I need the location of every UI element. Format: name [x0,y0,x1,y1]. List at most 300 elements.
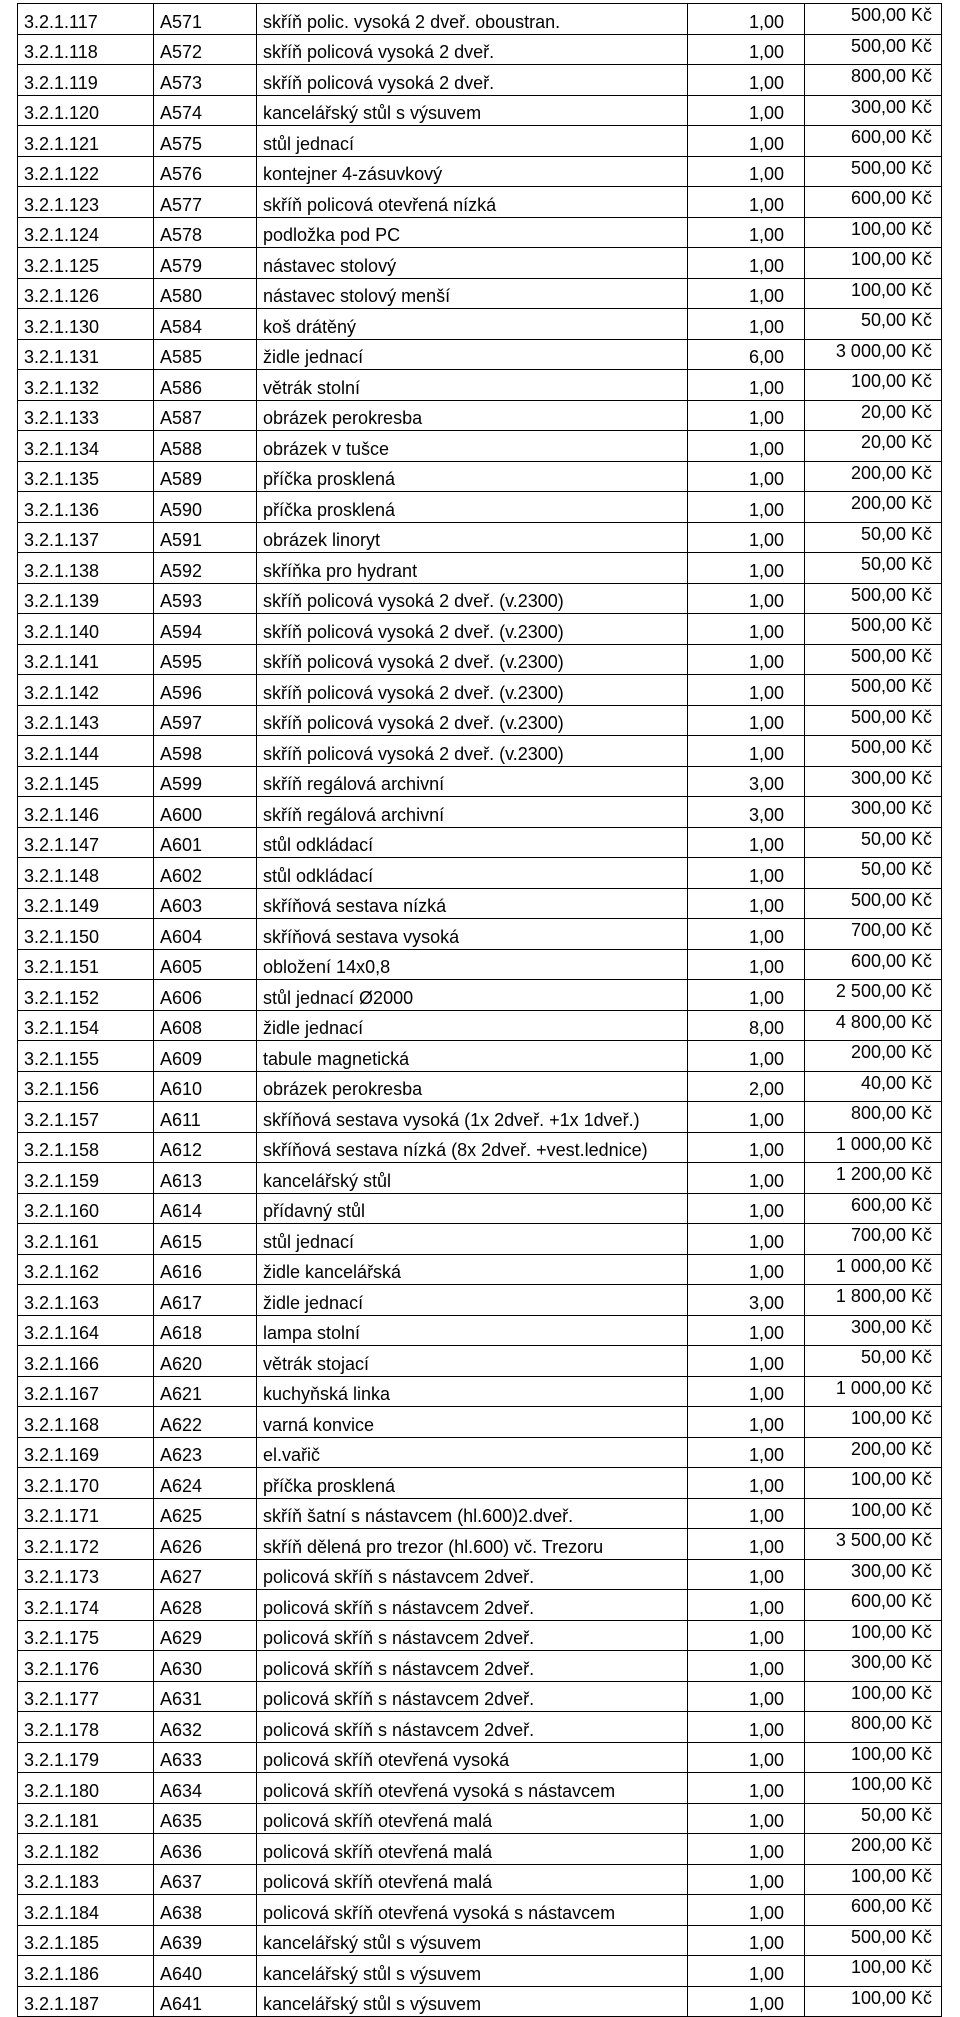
inventory-number-cell: A625 [154,1498,257,1529]
quantity-cell: 1,00 [688,217,805,248]
item-code-cell: 3.2.1.164 [18,1315,154,1346]
item-code-cell: 3.2.1.178 [18,1712,154,1743]
item-name-cell: policová skříň s nástavcem 2dveř. [257,1559,688,1590]
table-row [18,1285,942,1316]
inventory-number-cell: A622 [154,1407,257,1438]
item-name-cell: skříň policová vysoká 2 dveř. (v.2300) [257,583,688,614]
quantity-cell: 1,00 [688,1041,805,1072]
item-code-cell: 3.2.1.126 [18,278,154,309]
quantity-cell: 1,00 [688,4,805,35]
item-name-cell: stůl jednací [257,126,688,157]
item-name-cell: kancelářský stůl s výsuvem [257,1956,688,1987]
item-code-cell: 3.2.1.171 [18,1498,154,1529]
quantity-cell: 1,00 [688,1529,805,1560]
item-code-cell: 3.2.1.180 [18,1773,154,1804]
quantity-cell: 1,00 [688,309,805,340]
table-row [18,309,942,340]
item-name-cell: skříň šatní s nástavcem (hl.600)2.dveř. [257,1498,688,1529]
item-name-cell: koš drátěný [257,309,688,340]
price-cell: 100,00 Kč [805,1468,942,1499]
quantity-cell: 1,00 [688,278,805,309]
inventory-number-cell: A585 [154,339,257,370]
item-name-cell: policová skříň otevřená vysoká [257,1742,688,1773]
item-code-cell: 3.2.1.141 [18,644,154,675]
item-code-cell: 3.2.1.150 [18,919,154,950]
item-code-cell: 3.2.1.145 [18,766,154,797]
price-cell: 100,00 Kč [805,1742,942,1773]
quantity-cell: 1,00 [688,1132,805,1163]
inventory-number-cell: A586 [154,370,257,401]
quantity-cell: 1,00 [688,65,805,96]
table-row [18,553,942,584]
quantity-cell: 1,00 [688,919,805,950]
price-cell: 500,00 Kč [805,4,942,35]
table-row [18,1193,942,1224]
price-cell: 3 500,00 Kč [805,1529,942,1560]
item-code-cell: 3.2.1.170 [18,1468,154,1499]
inventory-number-cell: A613 [154,1163,257,1194]
table-row [18,1315,942,1346]
item-name-cell: skříň regálová archivní [257,797,688,828]
price-cell: 500,00 Kč [805,1925,942,1956]
price-cell: 800,00 Kč [805,1712,942,1743]
table-row [18,492,942,523]
quantity-cell: 1,00 [688,1651,805,1682]
table-row [18,644,942,675]
inventory-number-cell: A594 [154,614,257,645]
quantity-cell: 1,00 [688,1193,805,1224]
table-row [18,1437,942,1468]
inventory-number-cell: A584 [154,309,257,340]
item-name-cell: skříň policová otevřená nízká [257,187,688,218]
table-row [18,1956,942,1987]
table-row [18,126,942,157]
item-name-cell: kuchyňská linka [257,1376,688,1407]
table-row [18,1742,942,1773]
item-code-cell: 3.2.1.137 [18,522,154,553]
inventory-number-cell: A580 [154,278,257,309]
quantity-cell: 3,00 [688,1285,805,1316]
item-code-cell: 3.2.1.163 [18,1285,154,1316]
quantity-cell: 1,00 [688,736,805,767]
inventory-number-cell: A640 [154,1956,257,1987]
item-code-cell: 3.2.1.176 [18,1651,154,1682]
inventory-number-cell: A620 [154,1346,257,1377]
item-name-cell: skříňová sestava nízká [257,888,688,919]
table-row [18,1895,942,1926]
inventory-number-cell: A630 [154,1651,257,1682]
quantity-cell: 1,00 [688,1620,805,1651]
quantity-cell: 1,00 [688,431,805,462]
item-name-cell: kontejner 4-zásuvkový [257,156,688,187]
item-code-cell: 3.2.1.185 [18,1925,154,1956]
price-cell: 500,00 Kč [805,156,942,187]
quantity-cell: 1,00 [688,583,805,614]
price-cell: 600,00 Kč [805,126,942,157]
price-cell: 700,00 Kč [805,1224,942,1255]
inventory-number-cell: A604 [154,919,257,950]
quantity-cell: 1,00 [688,1681,805,1712]
item-code-cell: 3.2.1.169 [18,1437,154,1468]
quantity-cell: 1,00 [688,1407,805,1438]
table-row [18,949,942,980]
quantity-cell: 1,00 [688,1712,805,1743]
inventory-number-cell: A612 [154,1132,257,1163]
item-code-cell: 3.2.1.123 [18,187,154,218]
item-name-cell: kancelářský stůl s výsuvem [257,1986,688,2017]
item-code-cell: 3.2.1.139 [18,583,154,614]
quantity-cell: 1,00 [688,949,805,980]
table-row [18,4,942,35]
item-name-cell: policová skříň s nástavcem 2dveř. [257,1681,688,1712]
table-row [18,1529,942,1560]
item-name-cell: kancelářský stůl s výsuvem [257,1925,688,1956]
inventory-number-cell: A578 [154,217,257,248]
quantity-cell: 1,00 [688,1102,805,1133]
quantity-cell: 1,00 [688,492,805,523]
item-name-cell: příčka prosklená [257,461,688,492]
item-code-cell: 3.2.1.122 [18,156,154,187]
item-code-cell: 3.2.1.143 [18,705,154,736]
item-name-cell: židle jednací [257,1010,688,1041]
table-row [18,980,942,1011]
item-name-cell: skříňová sestava nízká (8x 2dveř. +vest.lednice) [257,1132,688,1163]
quantity-cell: 2,00 [688,1071,805,1102]
inventory-number-cell: A573 [154,65,257,96]
quantity-cell: 1,00 [688,400,805,431]
quantity-cell: 1,00 [688,888,805,919]
price-cell: 100,00 Kč [805,1986,942,2017]
price-cell: 300,00 Kč [805,766,942,797]
inventory-table-body [18,4,942,2017]
item-name-cell: větrák stojací [257,1346,688,1377]
price-cell: 800,00 Kč [805,65,942,96]
item-name-cell: skříň policová vysoká 2 dveř. [257,34,688,65]
inventory-number-cell: A576 [154,156,257,187]
price-cell: 20,00 Kč [805,431,942,462]
item-name-cell: skříňová sestava vysoká (1x 2dveř. +1x 1dveř.) [257,1102,688,1133]
item-name-cell: skříň policová vysoká 2 dveř. (v.2300) [257,614,688,645]
quantity-cell: 1,00 [688,370,805,401]
table-row [18,431,942,462]
item-code-cell: 3.2.1.167 [18,1376,154,1407]
table-row [18,1132,942,1163]
item-name-cell: stůl jednací Ø2000 [257,980,688,1011]
inventory-number-cell: A601 [154,827,257,858]
price-cell: 3 000,00 Kč [805,339,942,370]
item-code-cell: 3.2.1.118 [18,34,154,65]
inventory-number-cell: A571 [154,4,257,35]
quantity-cell: 1,00 [688,1864,805,1895]
quantity-cell: 1,00 [688,1956,805,1987]
price-cell: 40,00 Kč [805,1071,942,1102]
quantity-cell: 1,00 [688,461,805,492]
table-row [18,1407,942,1438]
table-row [18,217,942,248]
inventory-number-cell: A590 [154,492,257,523]
item-code-cell: 3.2.1.151 [18,949,154,980]
table-row [18,583,942,614]
table-row [18,1925,942,1956]
quantity-cell: 1,00 [688,1468,805,1499]
table-row [18,919,942,950]
price-cell: 200,00 Kč [805,1834,942,1865]
price-cell: 50,00 Kč [805,553,942,584]
inventory-number-cell: A618 [154,1315,257,1346]
table-row [18,1346,942,1377]
item-code-cell: 3.2.1.148 [18,858,154,889]
price-cell: 50,00 Kč [805,858,942,889]
quantity-cell: 1,00 [688,1925,805,1956]
inventory-number-cell: A628 [154,1590,257,1621]
inventory-table [17,3,942,2017]
item-code-cell: 3.2.1.183 [18,1864,154,1895]
item-code-cell: 3.2.1.152 [18,980,154,1011]
quantity-cell: 1,00 [688,248,805,279]
quantity-cell: 6,00 [688,339,805,370]
item-name-cell: tabule magnetická [257,1041,688,1072]
table-row [18,1498,942,1529]
quantity-cell: 1,00 [688,1224,805,1255]
price-cell: 300,00 Kč [805,1315,942,1346]
inventory-number-cell: A602 [154,858,257,889]
quantity-cell: 3,00 [688,797,805,828]
item-code-cell: 3.2.1.121 [18,126,154,157]
item-code-cell: 3.2.1.146 [18,797,154,828]
inventory-number-cell: A616 [154,1254,257,1285]
item-code-cell: 3.2.1.131 [18,339,154,370]
item-code-cell: 3.2.1.160 [18,1193,154,1224]
item-code-cell: 3.2.1.130 [18,309,154,340]
item-name-cell: kancelářský stůl [257,1163,688,1194]
table-row [18,797,942,828]
table-row [18,34,942,65]
item-code-cell: 3.2.1.134 [18,431,154,462]
inventory-number-cell: A608 [154,1010,257,1041]
item-name-cell: varná konvice [257,1407,688,1438]
item-code-cell: 3.2.1.174 [18,1590,154,1621]
item-name-cell: skříň polic. vysoká 2 dveř. oboustran. [257,4,688,35]
inventory-number-cell: A589 [154,461,257,492]
price-cell: 300,00 Kč [805,95,942,126]
price-cell: 500,00 Kč [805,888,942,919]
quantity-cell: 1,00 [688,187,805,218]
item-name-cell: kancelářský stůl s výsuvem [257,95,688,126]
inventory-number-cell: A606 [154,980,257,1011]
table-row [18,1864,942,1895]
table-row [18,1041,942,1072]
inventory-number-cell: A637 [154,1864,257,1895]
table-row [18,1681,942,1712]
quantity-cell: 1,00 [688,1498,805,1529]
table-row [18,858,942,889]
table-row [18,461,942,492]
table-row [18,278,942,309]
inventory-number-cell: A617 [154,1285,257,1316]
price-cell: 600,00 Kč [805,1895,942,1926]
table-row [18,1102,942,1133]
table-row [18,888,942,919]
inventory-number-cell: A598 [154,736,257,767]
price-cell: 100,00 Kč [805,278,942,309]
quantity-cell: 1,00 [688,1742,805,1773]
inventory-number-cell: A623 [154,1437,257,1468]
item-code-cell: 3.2.1.147 [18,827,154,858]
quantity-cell: 8,00 [688,1010,805,1041]
item-code-cell: 3.2.1.175 [18,1620,154,1651]
item-name-cell: stůl odkládací [257,827,688,858]
item-name-cell: policová skříň otevřená vysoká s nástavcem [257,1773,688,1804]
item-code-cell: 3.2.1.133 [18,400,154,431]
price-cell: 600,00 Kč [805,187,942,218]
inventory-number-cell: A593 [154,583,257,614]
price-cell: 500,00 Kč [805,675,942,706]
quantity-cell: 1,00 [688,1437,805,1468]
item-name-cell: policová skříň otevřená malá [257,1803,688,1834]
inventory-number-cell: A592 [154,553,257,584]
inventory-number-cell: A615 [154,1224,257,1255]
table-row [18,827,942,858]
table-row [18,705,942,736]
inventory-number-cell: A635 [154,1803,257,1834]
item-code-cell: 3.2.1.184 [18,1895,154,1926]
item-name-cell: policová skříň s nástavcem 2dveř. [257,1590,688,1621]
inventory-number-cell: A611 [154,1102,257,1133]
inventory-number-cell: A577 [154,187,257,218]
item-name-cell: židle jednací [257,1285,688,1316]
item-code-cell: 3.2.1.166 [18,1346,154,1377]
price-cell: 100,00 Kč [805,1864,942,1895]
table-row [18,1254,942,1285]
quantity-cell: 1,00 [688,827,805,858]
item-name-cell: větrák stolní [257,370,688,401]
item-name-cell: policová skříň s nástavcem 2dveř. [257,1712,688,1743]
item-code-cell: 3.2.1.172 [18,1529,154,1560]
table-row [18,187,942,218]
quantity-cell: 1,00 [688,1803,805,1834]
item-code-cell: 3.2.1.135 [18,461,154,492]
price-cell: 1 000,00 Kč [805,1132,942,1163]
inventory-number-cell: A629 [154,1620,257,1651]
item-name-cell: policová skříň otevřená malá [257,1864,688,1895]
inventory-number-cell: A603 [154,888,257,919]
table-row [18,614,942,645]
quantity-cell: 1,00 [688,1376,805,1407]
quantity-cell: 3,00 [688,766,805,797]
price-cell: 1 200,00 Kč [805,1163,942,1194]
table-row [18,1224,942,1255]
inventory-sheet [17,3,942,2017]
price-cell: 50,00 Kč [805,522,942,553]
item-name-cell: skříň policová vysoká 2 dveř. (v.2300) [257,675,688,706]
item-name-cell: skříňová sestava vysoká [257,919,688,950]
item-name-cell: příčka prosklená [257,492,688,523]
table-row [18,1559,942,1590]
table-row [18,1834,942,1865]
item-code-cell: 3.2.1.144 [18,736,154,767]
item-code-cell: 3.2.1.157 [18,1102,154,1133]
item-code-cell: 3.2.1.117 [18,4,154,35]
inventory-number-cell: A588 [154,431,257,462]
price-cell: 200,00 Kč [805,1041,942,1072]
item-code-cell: 3.2.1.138 [18,553,154,584]
item-code-cell: 3.2.1.159 [18,1163,154,1194]
quantity-cell: 1,00 [688,34,805,65]
price-cell: 100,00 Kč [805,370,942,401]
price-cell: 100,00 Kč [805,248,942,279]
table-row [18,339,942,370]
item-name-cell: lampa stolní [257,1315,688,1346]
table-row [18,1010,942,1041]
price-cell: 1 000,00 Kč [805,1376,942,1407]
item-code-cell: 3.2.1.162 [18,1254,154,1285]
item-code-cell: 3.2.1.142 [18,675,154,706]
inventory-number-cell: A627 [154,1559,257,1590]
inventory-number-cell: A614 [154,1193,257,1224]
item-code-cell: 3.2.1.161 [18,1224,154,1255]
quantity-cell: 1,00 [688,1895,805,1926]
inventory-number-cell: A636 [154,1834,257,1865]
table-row [18,675,942,706]
table-row [18,65,942,96]
price-cell: 100,00 Kč [805,1407,942,1438]
price-cell: 50,00 Kč [805,1803,942,1834]
item-code-cell: 3.2.1.186 [18,1956,154,1987]
price-cell: 300,00 Kč [805,797,942,828]
table-row [18,1986,942,2017]
quantity-cell: 1,00 [688,1834,805,1865]
item-name-cell: stůl odkládací [257,858,688,889]
price-cell: 2 500,00 Kč [805,980,942,1011]
inventory-number-cell: A572 [154,34,257,65]
item-name-cell: skříň policová vysoká 2 dveř. [257,65,688,96]
quantity-cell: 1,00 [688,95,805,126]
price-cell: 700,00 Kč [805,919,942,950]
item-code-cell: 3.2.1.120 [18,95,154,126]
inventory-number-cell: A574 [154,95,257,126]
price-cell: 4 800,00 Kč [805,1010,942,1041]
quantity-cell: 1,00 [688,675,805,706]
price-cell: 300,00 Kč [805,1651,942,1682]
table-row [18,95,942,126]
inventory-number-cell: A633 [154,1742,257,1773]
item-name-cell: obložení 14x0,8 [257,949,688,980]
inventory-number-cell: A639 [154,1925,257,1956]
table-row [18,766,942,797]
inventory-number-cell: A631 [154,1681,257,1712]
item-code-cell: 3.2.1.156 [18,1071,154,1102]
price-cell: 600,00 Kč [805,1193,942,1224]
quantity-cell: 1,00 [688,644,805,675]
table-row [18,1803,942,1834]
table-row [18,370,942,401]
inventory-number-cell: A609 [154,1041,257,1072]
table-row [18,1468,942,1499]
item-code-cell: 3.2.1.154 [18,1010,154,1041]
item-name-cell: příčka prosklená [257,1468,688,1499]
item-name-cell: el.vařič [257,1437,688,1468]
quantity-cell: 1,00 [688,1590,805,1621]
item-name-cell: policová skříň otevřená malá [257,1834,688,1865]
inventory-number-cell: A624 [154,1468,257,1499]
item-name-cell: židle jednací [257,339,688,370]
item-code-cell: 3.2.1.136 [18,492,154,523]
item-code-cell: 3.2.1.124 [18,217,154,248]
price-cell: 500,00 Kč [805,644,942,675]
item-name-cell: policová skříň s nástavcem 2dveř. [257,1651,688,1682]
item-name-cell: přídavný stůl [257,1193,688,1224]
price-cell: 50,00 Kč [805,309,942,340]
